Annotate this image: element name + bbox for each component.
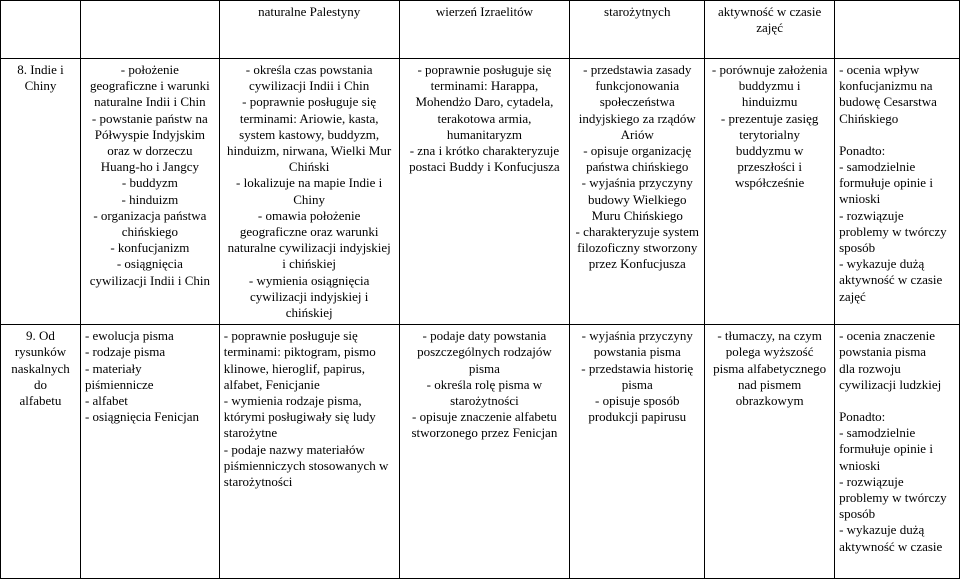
cell-topic-9: 9. Od rysunków naskalnych do alfabetu bbox=[1, 325, 81, 579]
table-row-lesson-8 bbox=[1, 59, 960, 325]
table-row-lesson-9 bbox=[1, 325, 960, 579]
excellent-8-ponadto: Ponadto: - samodzielnie formułuje opinie i wnioski - rozwiązuje problemy w twórczy sposób - wykazuje dużą aktywność w czasie zajęć bbox=[839, 142, 947, 304]
cell-empty-content bbox=[80, 1, 219, 59]
cell-advanced-9: - wyjaśnia przyczyny powstania pisma - przedstawia historię pisma - opisuje sposób produkcji papirusu bbox=[570, 325, 705, 579]
cell-content-8: - położenie geograficzne i warunki naturalne Indii i Chin - powstanie państw na Półwyspie Indyjskim oraz w dorzeczu Huang-ho i Jangcy - buddyzm - hinduizm - organizacja państwa chińskiego - konfucjanizm - osiągnięcia cywilizacji Indii i Chin bbox=[80, 59, 219, 325]
cell-top-c4: wierzeń Izraelitów bbox=[399, 1, 570, 59]
cell-deep-9: - tłumaczy, na czym polega wyższość pisma alfabetycznego nad pismem obrazkowym bbox=[705, 325, 835, 579]
excellent-8-text: - ocenia wpływ konfucjanizmu na budowę Cesarstwa Chińskiego bbox=[839, 62, 937, 126]
cell-extended-9: - podaje daty powstania poszczególnych rodzajów pisma - określa rolę pisma w starożytności - opisuje znaczenie alfabetu stworzonego przez Fenicjan bbox=[399, 325, 570, 579]
spacer bbox=[839, 393, 955, 409]
cell-topic-8: 8. Indie i Chiny bbox=[1, 59, 81, 325]
cell-top-c7 bbox=[835, 1, 960, 59]
cell-basic-9: - poprawnie posługuje się terminami: piktogram, pismo klinowe, hieroglif, papirus, alfabet, Fenicjanie - wymienia rodzaje pisma, którymi posługiwały się ludy starożytne - podaje nazwy materiałów piśmienniczych stosowanych w starożytności bbox=[219, 325, 399, 579]
cell-basic-8: - określa czas powstania cywilizacji Indii i Chin - poprawnie posługuje się terminami: Ariowie, kasta, system kastowy, buddyzm, hinduizm, nirwana, Wielki Mur Chiński - lokalizuje na mapie Indie i Chiny - omawia położenie geograficzne oraz warunki naturalne cywilizacji indyjskiej i chińskiej - wymienia osiągnięcia cywilizacji indyjskiej i chińskiej bbox=[219, 59, 399, 325]
cell-top-c5: starożytnych bbox=[570, 1, 705, 59]
cell-excellent-8 bbox=[835, 59, 960, 325]
cell-extended-8: - poprawnie posługuje się terminami: Harappa, Mohendżo Daro, cytadela, terakotowa armia, humanitaryzm - zna i krótko charakteryzuje postaci Buddy i Konfucjusza bbox=[399, 59, 570, 325]
cell-deep-8: - porównuje założenia buddyzmu i hinduizmu - prezentuje zasięg terytorialny buddyzmu w przeszłości i współcześnie bbox=[705, 59, 835, 325]
cell-top-c3: naturalne Palestyny bbox=[219, 1, 399, 59]
cell-content-9: - ewolucja pisma - rodzaje pisma - materiały piśmiennicze - alfabet - osiągnięcia Fenicjan bbox=[80, 325, 219, 579]
cell-excellent-9 bbox=[835, 325, 960, 579]
cell-top-c6: aktywność w czasie zajęć bbox=[705, 1, 835, 59]
cell-empty-topic bbox=[1, 1, 81, 59]
excellent-9-text: - ocenia znaczenie powstania pisma dla rozwoju cywilizacji ludzkiej bbox=[839, 328, 942, 392]
spacer bbox=[839, 127, 955, 143]
cell-advanced-8: - przedstawia zasady funkcjonowania społeczeństwa indyjskiego za rządów Ariów - opisuje organizację państwa chińskiego - wyjaśnia przyczyny budowy Wielkiego Muru Chińskiego - charakteryzuje system filozoficzny stworzony przez Konfucjusza bbox=[570, 59, 705, 325]
table-row-top bbox=[1, 1, 960, 59]
excellent-9-ponadto: Ponadto: - samodzielnie formułuje opinie i wnioski - rozwiązuje problemy w twórczy sposób - wykazuje dużą aktywność w czasie bbox=[839, 409, 947, 554]
